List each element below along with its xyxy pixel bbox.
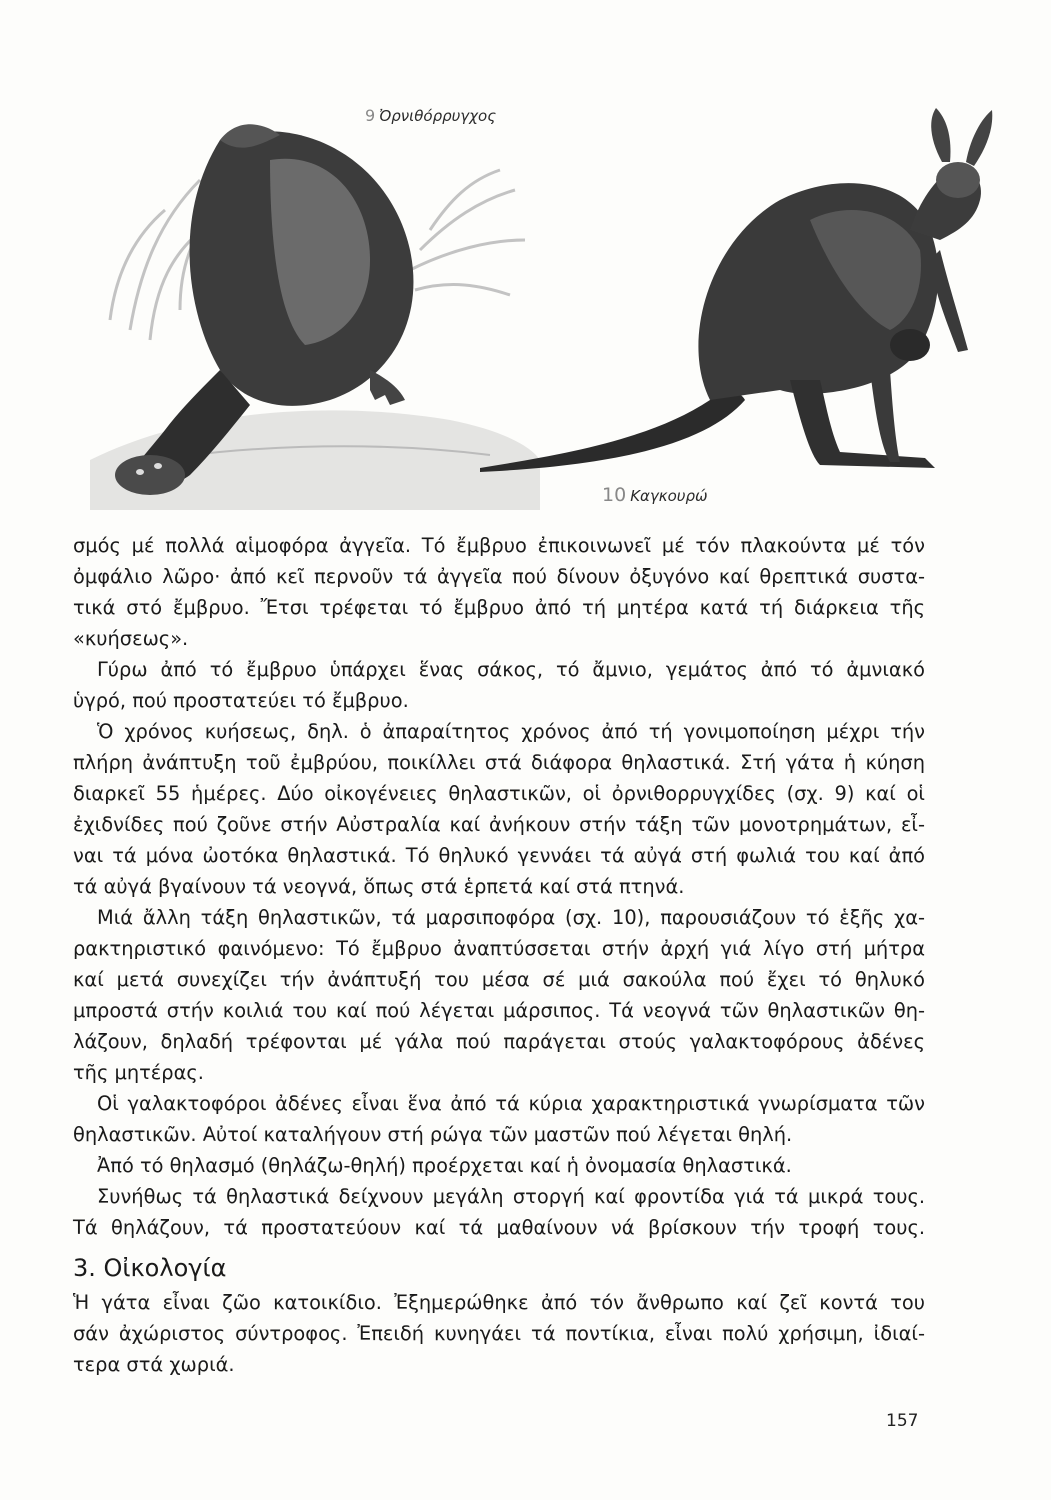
figure-number: 9 bbox=[365, 106, 376, 125]
platypus-icon bbox=[70, 100, 540, 510]
body-text bbox=[73, 530, 925, 1380]
body-line: καί μετά συνεχίζει τήν ἀνάπτυξή του μέσα σέ μιά σακούλα πού ἔχει τό θηλυκό bbox=[73, 968, 925, 991]
page-number: 157 bbox=[886, 1411, 919, 1431]
body-line: τῆς μητέρας. bbox=[73, 1061, 204, 1084]
body-line: ρακτηριστικό φαινόμενο: Τό ἔμβρυο ἀναπτύσσεται στήν ἀρχή γιά λίγο στή μήτρα bbox=[73, 937, 925, 960]
body-line: τά αὐγά βγαίνουν τά νεογνά, ὅπως στά ἑρπετά καί στά πτηνά. bbox=[73, 875, 685, 898]
body-line: «κυήσεως». bbox=[73, 627, 189, 650]
body-line: ναι τά μόνα ὠοτόκα θηλαστικά. Τό θηλυκό γεννάει τά αὐγά στή φωλιά του καί ἀπό bbox=[73, 844, 925, 867]
figure-caption-text: Καγκουρώ bbox=[630, 487, 708, 505]
body-line: τικά στό ἔμβρυο. Ἔτσι τρέφεται τό ἔμβρυο ἀπό τή μητέρα κατά τή διάρκεια τῆς bbox=[73, 596, 925, 619]
body-line: Γύρω ἀπό τό ἔμβρυο ὑπάρχει ἕνας σάκος, τό ἄμνιο, γεμάτος ἀπό τό ἀμνιακό bbox=[97, 658, 925, 681]
body-line: λάζουν, δηλαδή τρέφονται μέ γάλα πού παράγεται στούς γαλακτοφόρους ἀδένες bbox=[73, 1030, 925, 1053]
platypus-caption bbox=[365, 106, 496, 125]
body-line: Τά θηλάζουν, τά προστατεύουν καί τά μαθαίνουν νά βρίσκουν τήν τροφή τους. bbox=[73, 1216, 925, 1239]
body-line: Συνήθως τά θηλαστικά δείχνουν μεγάλη στοργή καί φροντίδα γιά τά μικρά τους. bbox=[97, 1185, 925, 1208]
body-line: Ἀπό τό θηλασμό (θηλάζω-θηλή) προέρχεται καί ἡ ὀνομασία θηλαστικά. bbox=[97, 1154, 792, 1177]
body-line: σμός μέ πολλά αἱμοφόρα ἀγγεῖα. Τό ἔμβρυο ἐπικοινωνεῖ μέ τόν πλακούντα μέ τόν bbox=[73, 534, 925, 557]
body-line: θηλαστικῶν. Αὐτοί καταλήγουν στή ρώγα τῶν μαστῶν πού λέγεται θηλή. bbox=[73, 1123, 793, 1146]
kangaroo-caption bbox=[602, 484, 708, 506]
body-line: Ὁ χρόνος κυήσεως, δηλ. ὁ ἀπαραίτητος χρόνος ἀπό τή γονιμοποίηση μέχρι τήν bbox=[97, 720, 925, 743]
body-line: Μιά ἄλλη τάξη θηλαστικῶν, τά μαρσιποφόρα (σχ. 10), παρουσιάζουν τό ἑξῆς χα- bbox=[97, 906, 925, 929]
body-line: μπροστά στήν κοιλιά του καί πού λέγεται μάρσιπος. Τά νεογνά τῶν θηλαστικῶν θη- bbox=[73, 999, 925, 1022]
body-line: ἐχιδνίδες πού ζοῦνε στήν Αὐστραλία καί ἀνήκουν στήν τάξη τῶν μονοτρημάτων, εἶ- bbox=[73, 813, 925, 836]
section-line: Ἡ γάτα εἶναι ζῶο κατοικίδιο. Ἐξημερώθηκε ἀπό τόν ἄνθρωπο καί ζεῖ κοντά του bbox=[73, 1291, 925, 1314]
kangaroo-figure bbox=[480, 100, 1000, 510]
section-heading: 3. Οἰκολογία bbox=[73, 1254, 227, 1282]
platypus-figure bbox=[70, 100, 540, 510]
kangaroo-icon bbox=[480, 100, 1000, 510]
section-line: τερα στά χωριά. bbox=[73, 1353, 235, 1376]
figure-number: 10 bbox=[602, 484, 627, 506]
section-line: σάν ἀχώριστος σύντροφος. Ἐπειδή κυνηγάει τά ποντίκια, εἶναι πολύ χρήσιμη, ἰδιαί- bbox=[73, 1322, 925, 1345]
body-line: πλήρη ἀνάπτυξη τοῦ ἐμβρύου, ποικίλλει στά διάφορα θηλαστικά. Στή γάτα ἡ κύηση bbox=[73, 751, 925, 774]
body-line: διαρκεῖ 55 ἡμέρες. Δύο οἰκογένειες θηλαστικῶν, οἱ ὀρνιθορρυγχίδες (σχ. 9) καί οἱ bbox=[73, 782, 925, 805]
figure-caption-text: Ὀρνιθόρρυγχος bbox=[379, 107, 497, 125]
body-line: ὀμφάλιο λῶρο· ἀπό κεῖ περνοῦν τά ἀγγεῖα πού δίνουν ὀξυγόνο καί θρεπτικά συστα- bbox=[73, 565, 925, 588]
body-line: Οἱ γαλακτοφόροι ἀδένες εἶναι ἕνα ἀπό τά κύρια χαρακτηριστικά γνωρίσματα τῶν bbox=[97, 1092, 925, 1115]
body-line: ὑγρό, πού προστατεύει τό ἔμβρυο. bbox=[73, 689, 409, 712]
